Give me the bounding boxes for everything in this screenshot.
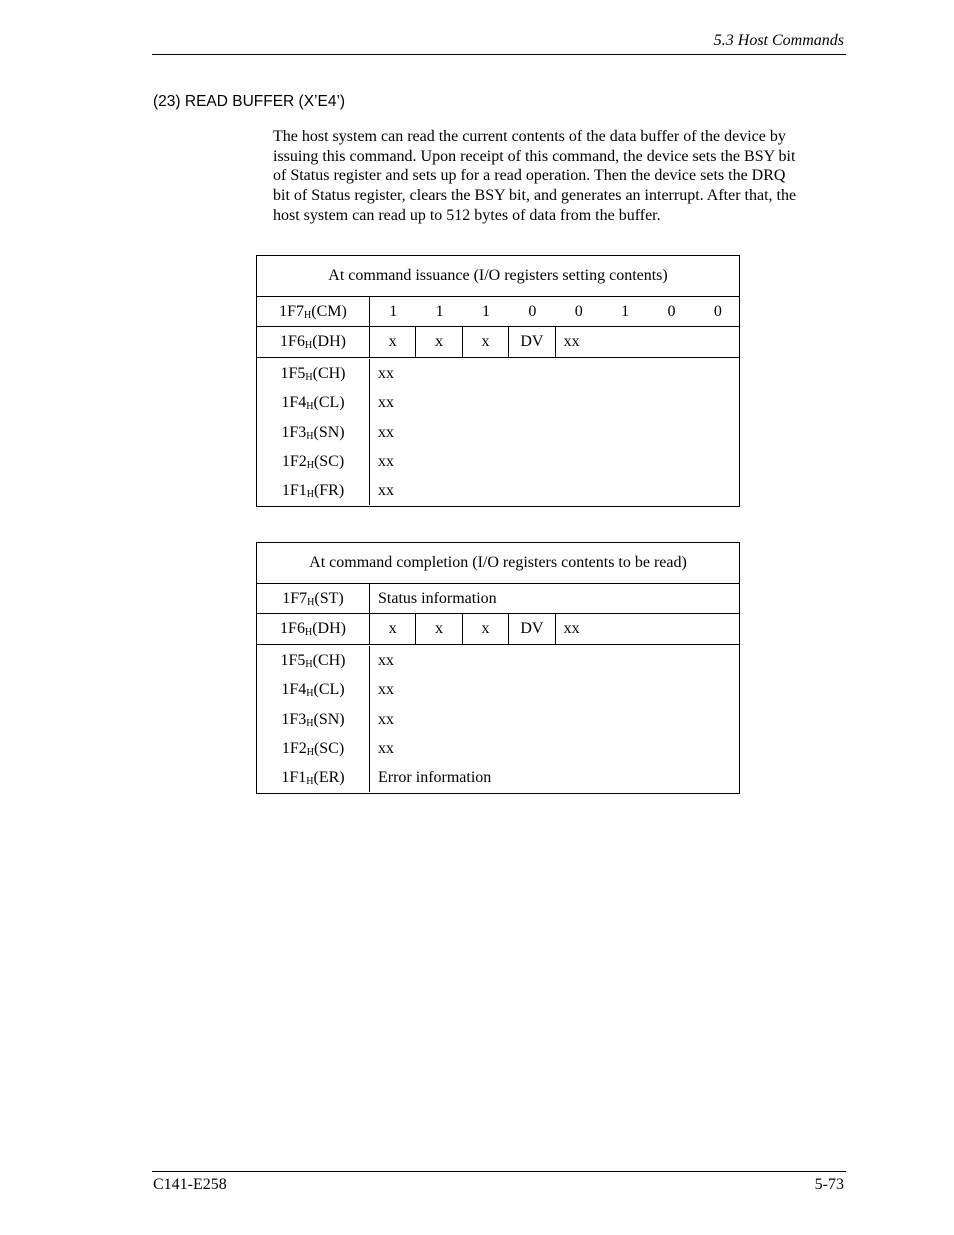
register-value: xx (378, 652, 394, 669)
hex-subscript: H (306, 430, 314, 442)
hex-subscript: H (306, 688, 314, 700)
register-address: 1F7 (279, 303, 305, 320)
bit-cell: 0 (667, 303, 676, 320)
register-label (257, 675, 369, 704)
bit-cell: 0 (713, 303, 722, 320)
register-label (257, 476, 369, 505)
register-name: (CL) (313, 681, 345, 699)
register-value: xx (378, 394, 394, 412)
paragraph-line: issuing this command. Upon receipt of this command, the device sets the BSY bit (273, 147, 796, 165)
register-value: Error information (378, 769, 492, 787)
paragraph-line: of Status register and sets up for a read operation. Then the device sets the DRQ (273, 167, 786, 185)
register-row-dh (257, 327, 739, 358)
register-values (370, 646, 739, 792)
paragraph-line: bit of Status register, clears the BSY bit, and generates an interrupt. After that, the (273, 187, 797, 205)
issuance-register-table (256, 255, 740, 507)
register-value: xx (378, 452, 394, 470)
hex-subscript: H (306, 717, 314, 729)
bit-cell: 1 (621, 303, 630, 320)
register-name: (SC) (313, 452, 345, 470)
register-block (257, 358, 739, 506)
register-name: (CH) (312, 365, 346, 382)
register-value: xx (378, 482, 394, 500)
register-value: Status information (378, 590, 497, 607)
register-value: xx (378, 423, 394, 441)
register-values (370, 359, 739, 505)
bit-cell: x (370, 614, 416, 644)
register-name: (FR) (313, 482, 345, 500)
register-name: (ER) (313, 769, 345, 787)
bit-cell: 0 (528, 303, 537, 320)
register-name: (SN) (313, 710, 345, 728)
device-head-bits (370, 327, 739, 357)
bit-cell: x (416, 614, 462, 644)
bit-cell: 1 (435, 303, 444, 320)
bit-cell: 1 (389, 303, 398, 320)
register-name: (DH) (312, 333, 346, 350)
register-row-st (257, 584, 739, 614)
register-block (257, 645, 739, 793)
header-rule (152, 54, 846, 55)
register-value: xx (378, 710, 394, 728)
bit-cell: x (370, 327, 416, 357)
hex-subscript: H (306, 489, 314, 501)
register-label (257, 734, 369, 763)
device-head-bits (370, 614, 739, 644)
paragraph-line: The host system can read the current contents of the data buffer of the device by (273, 128, 786, 145)
register-label (257, 388, 369, 417)
register-label (257, 418, 369, 447)
register-address: 1F3 (281, 710, 307, 728)
register-row-dh (257, 614, 739, 645)
bit-cell: DV (509, 327, 555, 357)
bit-cell: x (416, 327, 462, 357)
hex-subscript: H (307, 597, 315, 608)
bit-cell: 1 (481, 303, 490, 320)
bit-cell: 0 (574, 303, 583, 320)
register-address: 1F2 (281, 739, 307, 757)
description-paragraph (273, 127, 845, 226)
register-address: 1F5 (280, 365, 306, 382)
register-name: (CM) (311, 303, 347, 320)
hex-subscript: H (305, 372, 313, 383)
hex-subscript: H (306, 459, 314, 471)
hex-subscript: H (305, 659, 313, 670)
register-name: (SN) (313, 423, 345, 441)
register-address: 1F6 (280, 620, 305, 637)
register-value: xx (378, 739, 394, 757)
register-address: 1F4 (281, 394, 307, 412)
register-label (257, 359, 369, 388)
register-address: 1F5 (280, 652, 306, 669)
document-id: C141-E258 (153, 1176, 227, 1193)
page-number: 5-73 (814, 1176, 844, 1193)
hex-subscript: H (304, 627, 313, 638)
register-address: 1F6 (280, 333, 305, 350)
register-name: (ST) (314, 590, 344, 607)
register-label (257, 705, 369, 734)
register-value: xx (378, 681, 394, 699)
register-labels (257, 359, 370, 505)
running-header: 5.3 Host Commands (713, 32, 844, 49)
register-label (257, 327, 370, 357)
register-name: (CL) (313, 394, 345, 412)
bit-cell: x (463, 327, 509, 357)
bit-cell: x (463, 614, 509, 644)
hex-subscript: H (304, 310, 312, 321)
table-caption: At command issuance (I/O registers setting contents) (257, 256, 739, 297)
register-address: 1F7 (282, 590, 308, 607)
register-label (257, 614, 370, 644)
register-address: 1F2 (281, 452, 307, 470)
register-name: (DH) (312, 620, 346, 637)
completion-register-table (256, 542, 740, 794)
bit-rest: xx (563, 333, 580, 350)
register-labels (257, 646, 370, 792)
register-row-cm (257, 297, 739, 327)
hex-subscript: H (306, 776, 314, 788)
register-address: 1F4 (281, 681, 307, 699)
register-value: xx (378, 365, 394, 382)
register-label (257, 584, 370, 613)
register-address: 1F1 (281, 482, 307, 500)
register-name: (SC) (313, 739, 345, 757)
footer-rule (152, 1171, 846, 1172)
register-label (257, 297, 370, 326)
hex-subscript: H (306, 401, 314, 413)
section-title: (23) READ BUFFER (X’E4’) (153, 93, 346, 110)
register-address: 1F1 (281, 769, 307, 787)
command-bits (370, 297, 741, 326)
hex-subscript: H (306, 746, 314, 758)
bit-rest: xx (563, 620, 580, 637)
register-label (257, 646, 369, 675)
paragraph-line: host system can read up to 512 bytes of data from the buffer. (273, 206, 661, 224)
register-name: (CH) (312, 652, 346, 669)
bit-cell: DV (509, 614, 555, 644)
hex-subscript: H (304, 340, 313, 351)
table-caption: At command completion (I/O registers contents to be read) (257, 543, 739, 584)
register-label (257, 447, 369, 476)
register-label (257, 763, 369, 792)
register-address: 1F3 (281, 423, 307, 441)
